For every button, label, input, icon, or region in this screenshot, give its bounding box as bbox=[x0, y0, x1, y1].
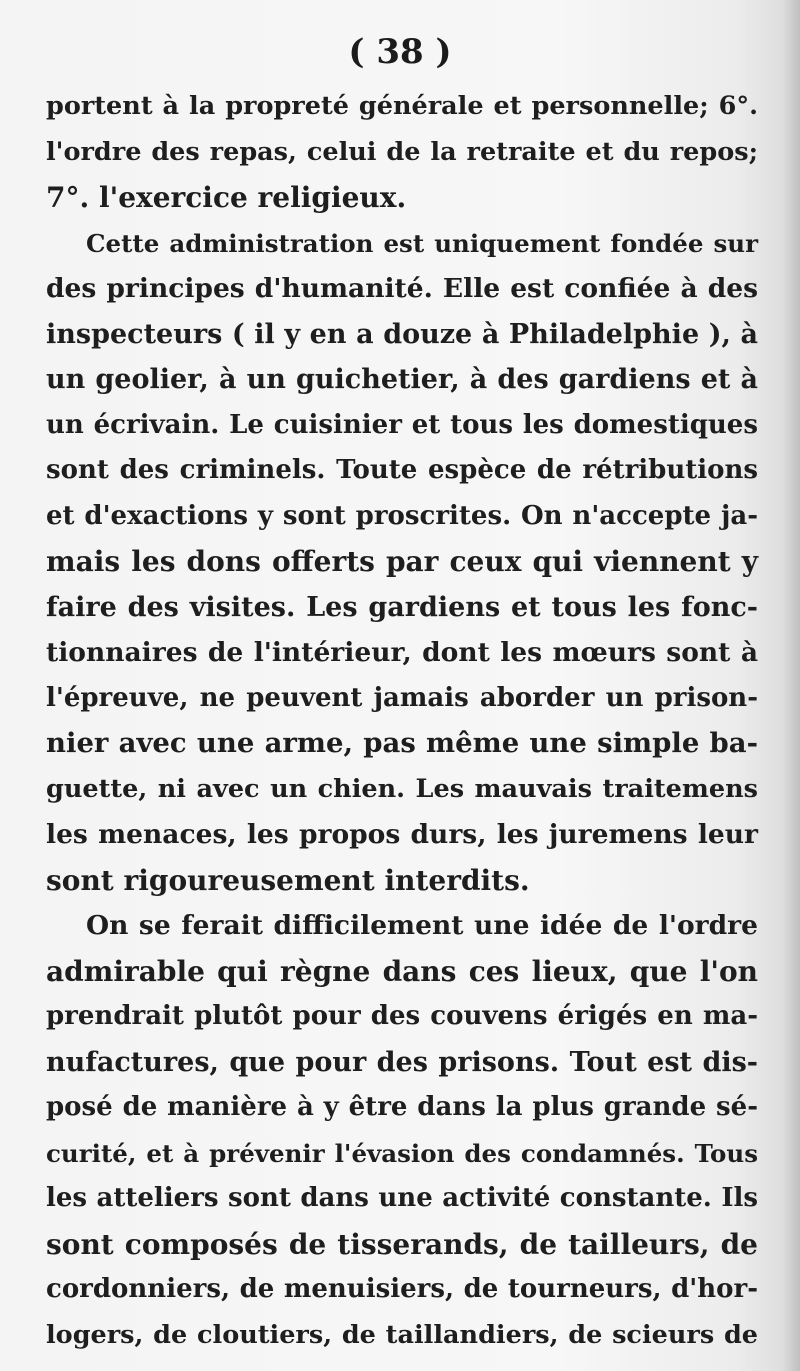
page-gutter-shadow bbox=[782, 0, 800, 1371]
text-line: cordonniers, de menuisiers, de tourneurs, d'hor- bbox=[46, 1274, 758, 1304]
text-line: portent à la propreté générale et personnelle; 6°. bbox=[46, 91, 758, 121]
text-line: un écrivain. Le cuisinier et tous les domestiques bbox=[46, 409, 758, 440]
text-line: 7°. l'exercice religieux. bbox=[46, 181, 407, 214]
text-line: les atteliers sont dans une activité constante. Ils bbox=[46, 1183, 758, 1213]
body-text bbox=[46, 84, 758, 1358]
text-line: nufactures, que pour des prisons. Tout est dis- bbox=[46, 1046, 758, 1078]
text-line: nier avec une arme, pas même une simple ba- bbox=[46, 727, 758, 759]
text-line: inspecteurs ( il y en a douze à Philadelphie ), à bbox=[46, 318, 758, 350]
text-line: les menaces, les propos durs, les juremens leur bbox=[46, 819, 758, 850]
text-line: logers, de cloutiers, de taillandiers, de scieurs de bbox=[46, 1319, 758, 1350]
text-line: l'ordre des repas, celui de la retraite et du repos; bbox=[46, 136, 758, 167]
text-line: des principes d'humanité. Elle est confiée à des bbox=[46, 273, 758, 304]
text-line: prendrait plutôt pour des couvens érigés en ma- bbox=[46, 1001, 758, 1031]
text-line: tionnaires de l'intérieur, dont les mœurs sont à bbox=[46, 637, 758, 668]
text-line: sont des criminels. Toute espèce de rétributions bbox=[46, 455, 758, 485]
text-line: un geolier, à un guichetier, à des gardiens et à bbox=[46, 364, 758, 395]
text-line: admirable qui règne dans ces lieux, que l'on bbox=[46, 954, 758, 988]
text-line: On se ferait difficilement une idée de l'ordre bbox=[86, 910, 758, 941]
text-line: curité, et à prévenir l'évasion des condamnés. Tous bbox=[46, 1138, 758, 1168]
text-line: guette, ni avec un chien. Les mauvais traitemens bbox=[46, 773, 758, 804]
text-line: l'épreuve, ne peuvent jamais aborder un prison- bbox=[46, 682, 758, 713]
text-line: sont rigoureusement interdits. bbox=[46, 863, 530, 897]
text-line: sont composés de tisserands, de tailleurs, de bbox=[46, 1227, 758, 1261]
page-number: ( 38 ) bbox=[348, 32, 452, 72]
text-line: faire des visites. Les gardiens et tous les fonc- bbox=[46, 591, 758, 623]
text-line: Cette administration est uniquement fondée sur bbox=[86, 228, 758, 258]
text-line: mais les dons offerts par ceux qui viennent y bbox=[46, 545, 758, 578]
text-line: posé de manière à y être dans la plus grande sé- bbox=[46, 1092, 758, 1122]
text-line: et d'exactions y sont proscrites. On n'accepte ja- bbox=[46, 500, 758, 531]
